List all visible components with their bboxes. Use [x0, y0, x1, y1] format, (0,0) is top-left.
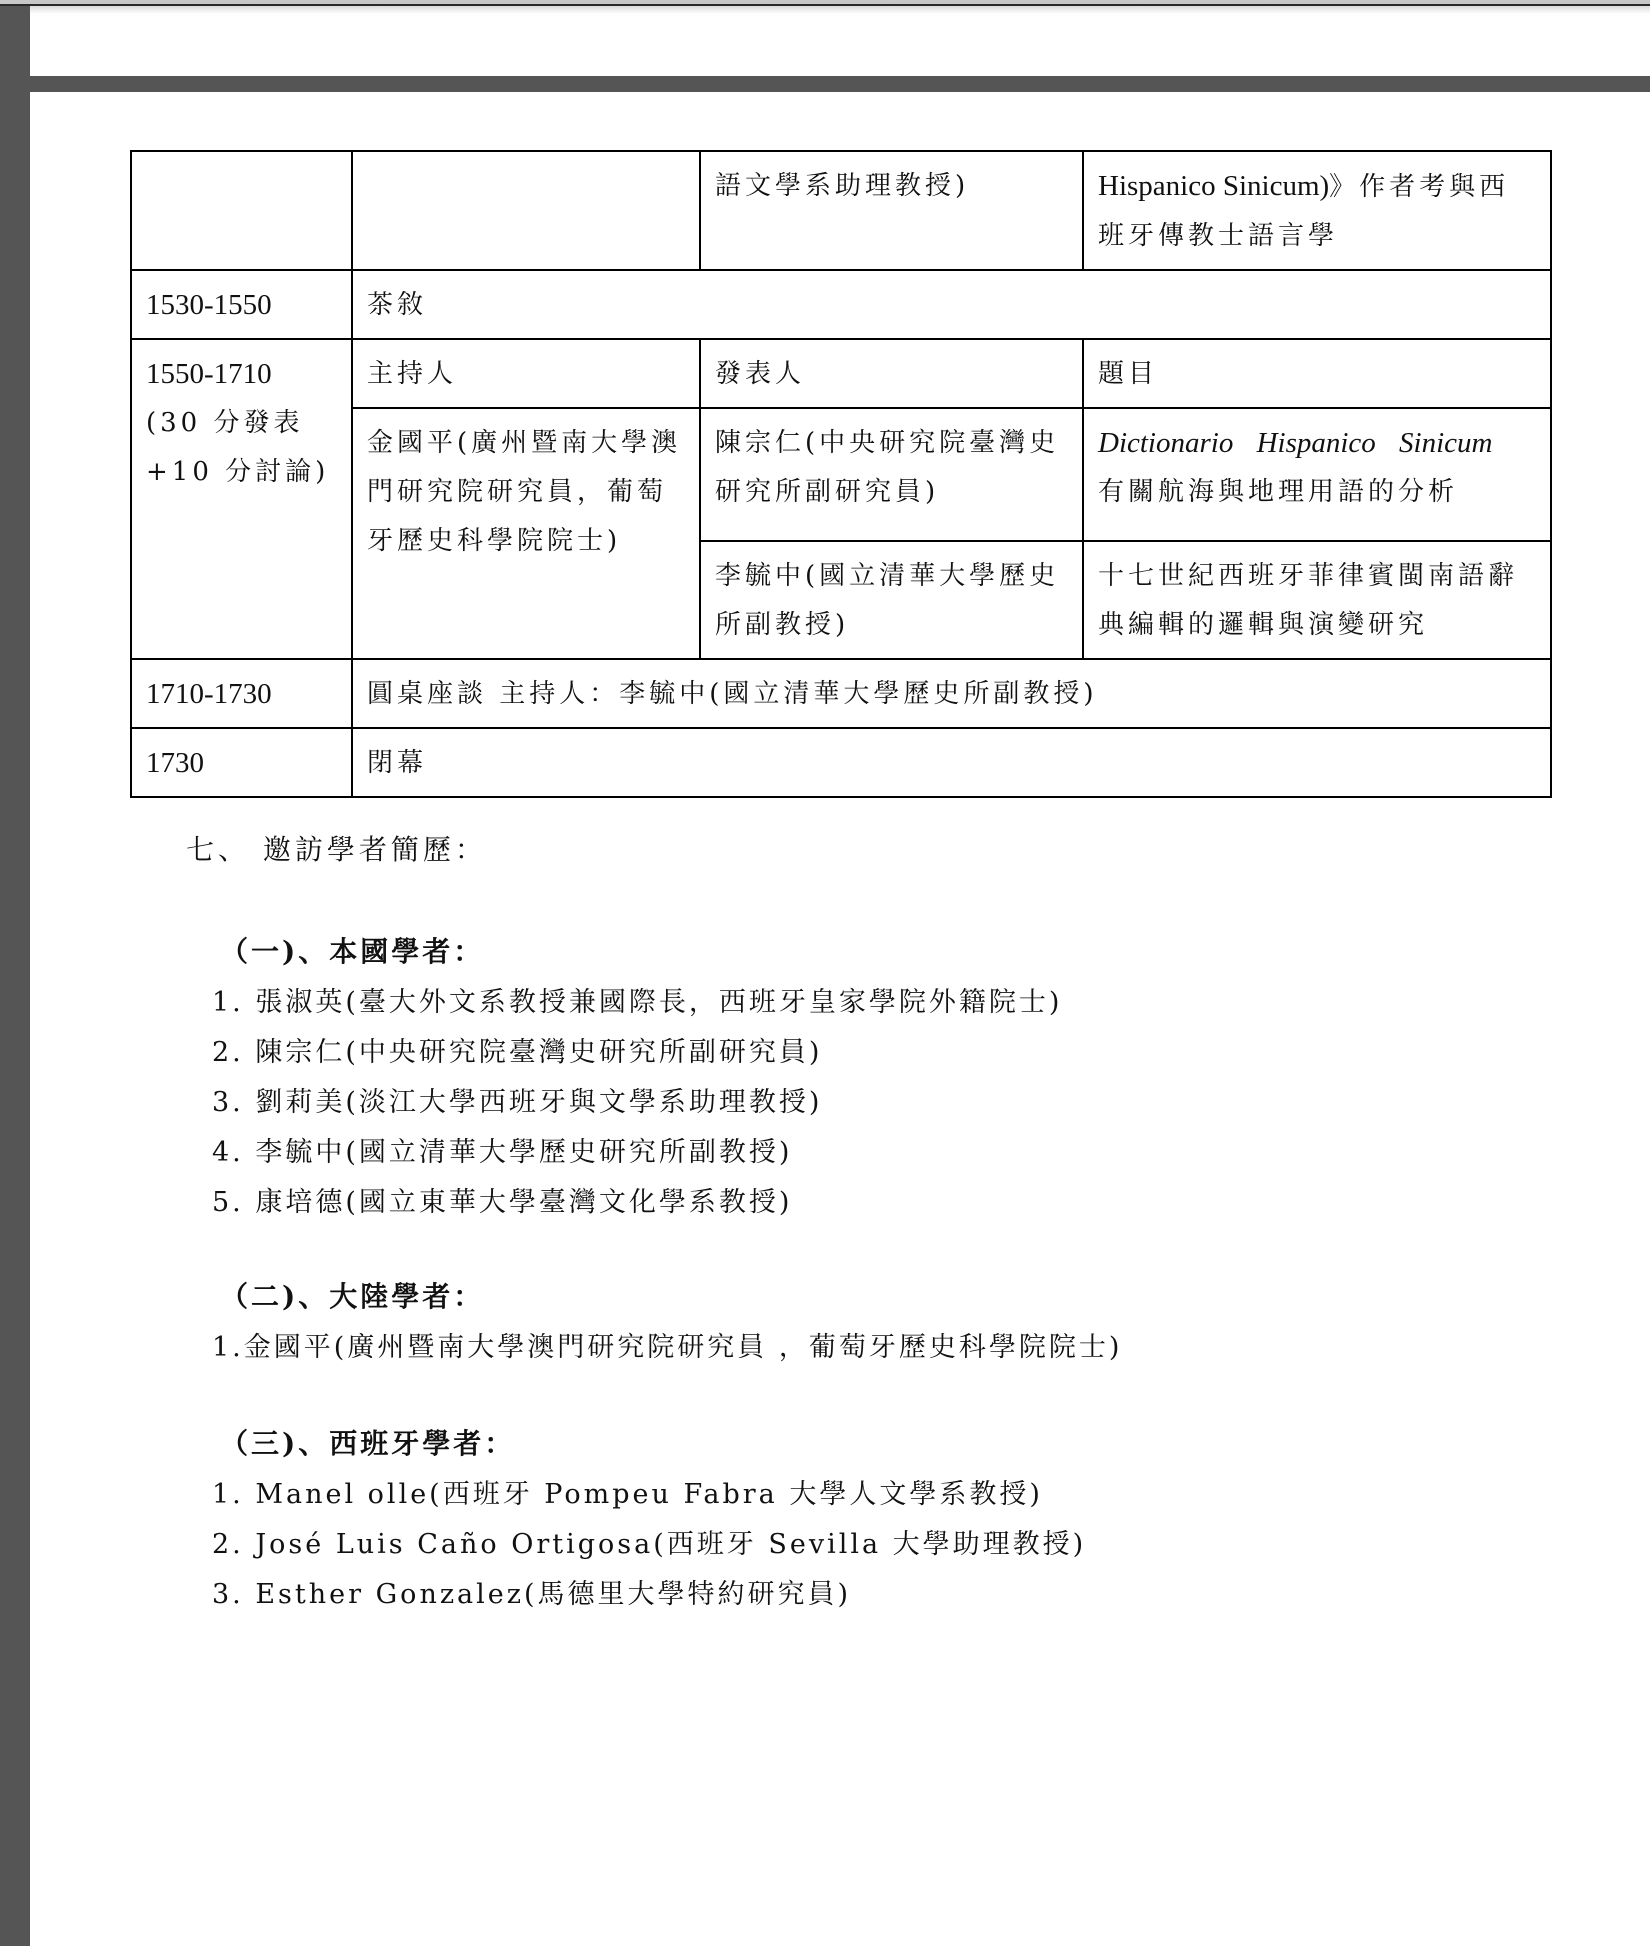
page-separator — [30, 76, 1650, 92]
presenter-cell: 陳宗仁(中央研究院臺灣史研究所副研究員) — [700, 408, 1083, 541]
time-cell: 1530-1550 — [131, 270, 352, 339]
list-item: 4. 李毓中(國立清華大學歷史研究所副教授) — [212, 1137, 793, 1168]
event-cell: 圓桌座談 主持人：李毓中(國立清華大學歷史所副教授) — [352, 659, 1551, 728]
list-item: 5. 康培德(國立東華大學臺灣文化學系教授) — [212, 1187, 793, 1218]
subheading-spain: （三)、西班牙學者： — [220, 1427, 516, 1460]
table-row-closing — [131, 728, 1551, 797]
viewer-left-rail — [0, 6, 30, 1946]
session-note-1: (30 分發表 — [146, 408, 304, 438]
time-cell: 1730 — [131, 728, 352, 797]
list-item: 1. 張淑英(臺大外文系教授兼國際長，西班牙皇家學院外籍院士) — [212, 987, 1063, 1018]
viewer-top-shadow — [30, 6, 1650, 14]
list-item: 2. José Luis Caño Ortigosa(西班牙 Sevilla 大學助理教授) — [212, 1529, 1087, 1560]
list-item: 2. 陳宗仁(中央研究院臺灣史研究所副研究員) — [212, 1037, 823, 1068]
subheading-mainland: （二)、大陸學者： — [220, 1280, 485, 1313]
list-item: 1. Manel olle(西班牙 Pompeu Fabra 大學人文學系教授) — [212, 1479, 1043, 1510]
topic-cell — [1083, 408, 1551, 541]
time-cell: 1710-1730 — [131, 659, 352, 728]
table-row-tea — [131, 270, 1551, 339]
subheading-domestic: （一)、本國學者： — [220, 935, 485, 968]
presenter-cell: 李毓中(國立清華大學歷史所副教授) — [700, 541, 1083, 659]
session-time: 1550-1710 — [146, 358, 272, 390]
topic-italic: Dictionario Hispanico Sinicum — [1098, 427, 1493, 459]
topic-cell: Hispanico Sinicum)》作者考與西班牙傳教士語言學 — [1083, 151, 1551, 270]
time-cell-session — [131, 339, 352, 659]
list-item: 3. 劉莉美(淡江大學西班牙與文學系助理教授) — [212, 1087, 823, 1118]
moderator-cell-empty — [352, 151, 700, 270]
event-cell: 茶敘 — [352, 270, 1551, 339]
header-presenter: 發表人 — [700, 339, 1083, 408]
list-item: 1.金國平(廣州暨南大學澳門研究院研究員 ，葡萄牙歷史科學院院士) — [212, 1332, 1123, 1363]
time-cell-empty — [131, 151, 352, 270]
event-cell: 閉幕 — [352, 728, 1551, 797]
list-item: 3. Esther Gonzalez(馬德里大學特約研究員) — [212, 1579, 852, 1610]
session-note-2: +10 分討論) — [146, 457, 330, 487]
topic-text: 有關航海與地理用語的分析 — [1098, 477, 1459, 507]
presenter-cell: 語文學系助理教授) — [700, 151, 1083, 270]
header-moderator: 主持人 — [352, 339, 700, 408]
section-title: 七、 邀訪學者簡歷： — [186, 833, 487, 866]
moderator-cell: 金國平(廣州暨南大學澳門研究院研究員，葡萄牙歷史科學院院士) — [352, 408, 700, 659]
schedule-table — [130, 150, 1552, 798]
table-row-continued — [131, 151, 1551, 270]
table-row-session-header — [131, 339, 1551, 408]
topic-cell: 十七世紀西班牙菲律賓閩南語辭典編輯的邏輯與演變研究 — [1083, 541, 1551, 659]
table-row-roundtable — [131, 659, 1551, 728]
header-topic: 題目 — [1083, 339, 1551, 408]
